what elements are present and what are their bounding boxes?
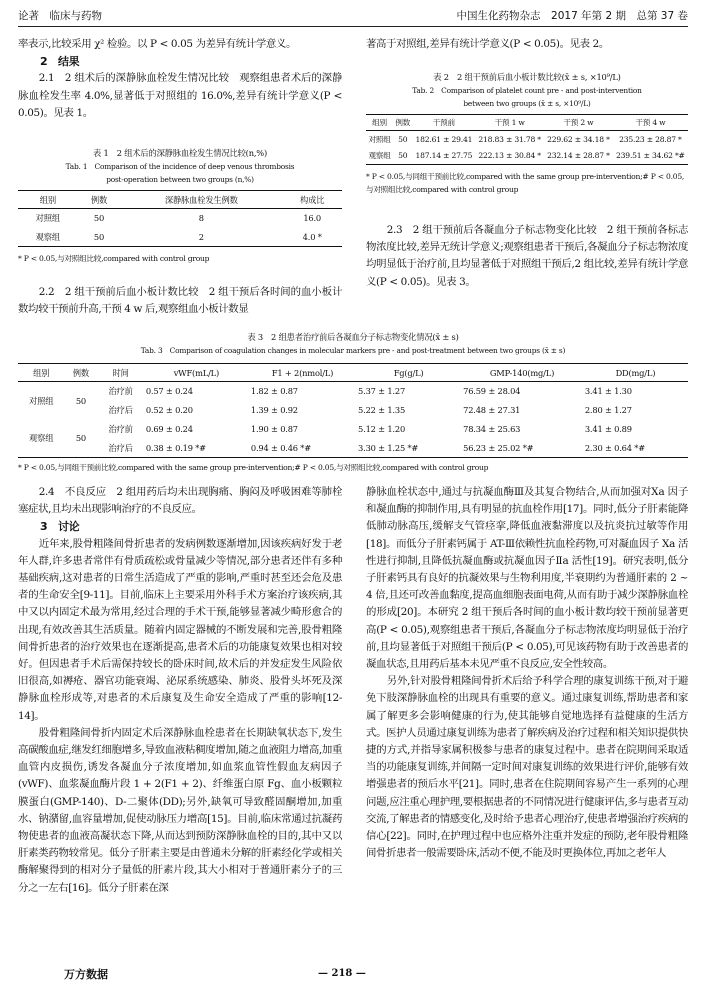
table-cell: 5.22 ± 1.35: [358, 405, 406, 415]
header-rule: [18, 26, 688, 27]
table-header-cell: 干预 1 w: [494, 118, 525, 127]
group-count-cell: 50: [75, 433, 86, 444]
right-column-top: [366, 36, 688, 53]
table1-note: * P < 0.05,与对照组比较,compared with control group: [18, 254, 210, 263]
paragraph: 另外,针对股骨粗隆间骨折术后给予科学合理的康复训练干预,对于避免下肢深静脉血栓的出现具有重要的意义。通过康复训练,帮助患者和家属了解更多会影响健康的行为,使其能够自觉地选择有益健康的生活方式。医护人员通过康复训练为患者了解疾病及治疗过程和相关知识提供快捷的方式,并指导家属积极参与患者的康复过程中。患者在院期间采取适当的功能康复训练,并间隔一定时间对康复训练的效果进行评价,能够有效增强患者的预后水平[21]。同时,患者在住院期间容易产生一系列的心理问题,应注重心理护理,要根据患者的不同情况进行健康评估,多与患者互动交流,了解患者的情感变化,及时给予患者心理治疗,使患者增强治疗疾病的信心[22]。同时,在护理过程中也应格外注重并发症的预防,老年股骨粗隆间骨折患者一般需要卧床,活动不便,不能及时更换体位,再加之老年人: [366, 675, 688, 860]
table-cell: 治疗后: [108, 405, 133, 415]
left-column-bottom: [18, 484, 342, 897]
table-cell: 观察组: [35, 231, 60, 242]
table-cell: 0.52 ± 0.20: [145, 405, 193, 415]
table-row: [366, 131, 688, 148]
table-row: [18, 209, 342, 228]
table-cell: 0.69 ± 0.24: [145, 424, 193, 434]
table-cell: 1.90 ± 0.87: [250, 424, 298, 434]
table-cell: 治疗前: [108, 386, 133, 397]
table-row: [18, 439, 688, 458]
table-3: [18, 330, 688, 475]
table-row: [18, 401, 688, 420]
table-cell: 235.23 ± 28.87 *: [619, 134, 682, 144]
table-cell: 222.13 ± 30.84 *: [478, 151, 541, 161]
table3-title-en: Tab. 3 Comparison of coagulation changes in molecular markers pre - and post-treatment between two groups (x̄ ± s): [140, 346, 566, 355]
table-cell: 229.62 ± 34.18 *: [547, 134, 610, 144]
paragraph: 3 讨论: [40, 520, 80, 534]
table2-grid: [366, 114, 688, 165]
table-header-cell: 干预前: [432, 118, 455, 127]
table-cell: 3.30 ± 1.25 *#: [358, 442, 419, 453]
table3-title-cn: 表 3 2 组患者治疗前后各凝血分子标志物变化情况(x̄ ± s): [247, 332, 459, 342]
table3-grid: [18, 363, 688, 458]
table-cell: 3.41 ± 1.30: [584, 386, 632, 397]
table3-note: * P < 0.05,与同组干预前比较,compared with the same group pre-intervention;# P < 0.05,与对照组比较,compared with control group: [18, 463, 489, 472]
paragraph: 2.1 2 组术后的深静脉血栓发生情况比较 观察组患者术后的深静脉血栓发生率 4.0%,显著低于对照组的 16.0%,差异有统计学意义(P < 0.05)。见表 1。: [18, 72, 342, 119]
group-name-cell: 观察组: [29, 433, 54, 444]
group-count-cell: 50: [75, 395, 86, 406]
wanfang-data-logo: 万方数据: [64, 968, 108, 981]
table-cell: 16.0: [303, 213, 321, 224]
table1-title-en-1: Tab. 1 Comparison of the incidence of deep venous thrombosis: [65, 162, 295, 171]
table-cell: 1.39 ± 0.92: [250, 405, 298, 415]
table-header-cell: 构成比: [300, 194, 325, 205]
table-cell: 50: [93, 213, 105, 224]
table1-title-en-2: post-operation between two groups (n,%): [106, 175, 254, 184]
table-cell: 0.57 ± 0.24: [145, 386, 193, 397]
table-cell: 0.38 ± 0.19 *#: [145, 442, 206, 453]
table-cell: 4.0 *: [302, 231, 322, 242]
table-cell: 2: [198, 231, 204, 242]
table2-title-cn: 表 2 2 组干预前后血小板计数比较(x̄ ± s, ×10⁹/L): [433, 72, 621, 82]
table-1: [18, 146, 342, 266]
paragraph: 2.3 2 组干预前后各凝血分子标志物变化比较 2 组干预前各标志物浓度比较,差异无统计学意义;观察组患者干预后,各凝血分子标志物浓度均明显低于治疗前,且均显著低于对照组干预后,2 组比较,差异有统计学意义(P < 0.05)。见表 3。: [366, 224, 688, 288]
paragraph: 率表示,比较采用 χ² 检验。以 P < 0.05 为差异有统计学意义。: [18, 38, 297, 50]
running-header-left: 论著 临床与药物: [18, 10, 102, 22]
table-header-cell: Fg(g/L): [393, 367, 424, 378]
table-2: [366, 70, 688, 196]
table-cell: 对照组: [35, 213, 60, 224]
table-header-cell: 组别: [33, 367, 50, 378]
table-cell: 3.41 ± 0.89: [584, 424, 632, 434]
table-cell: 2.80 ± 1.27: [584, 405, 632, 415]
right-column-bottom: [366, 484, 688, 862]
table-row: [366, 148, 688, 165]
table-cell: 72.48 ± 27.31: [463, 405, 521, 415]
table-header-cell: 深静脉血栓发生例数: [164, 194, 238, 205]
table-row: [18, 228, 342, 247]
table-header-cell: 例数: [72, 367, 89, 378]
table-header-cell: 干预 2 w: [563, 118, 594, 127]
page-number: — 218 —: [318, 968, 366, 979]
table-header-cell: DD(mg/L): [615, 367, 656, 378]
table-cell: 232.14 ± 28.87 *: [547, 151, 610, 161]
table-header-cell: GMP-140(mg/L): [489, 367, 555, 378]
table-header-cell: 例数: [90, 194, 108, 205]
table-cell: 50: [398, 134, 408, 144]
table-cell: 0.94 ± 0.46 *#: [250, 442, 312, 453]
table2-note: * P < 0.05,与同组干预前比较,compared with the same group pre-intervention;# P < 0.05,与对照组比较,compared with control group: [366, 172, 685, 194]
table-cell: 50: [398, 151, 408, 161]
table-cell: 观察组: [368, 151, 391, 161]
table-cell: 76.59 ± 28.04: [463, 386, 521, 397]
table-cell: 2.30 ± 0.64 *#: [584, 442, 645, 453]
paragraph: 近年来,股骨粗隆间骨折患者的发病例数逐渐增加,因该疾病好发于老年人群,许多患者常伴有骨质疏松或骨量减少等情况,部分患者还伴有多种基础疾病,这对患者的日常生活造成了严重的影响,严重时甚至还会危及患者的生命安全[9-11]。目前,临床上主要采用外科手术方案治疗该疾病,其中又以内固定术最为常用,经过合理的手术干预,能够显著减少畸形愈合的出现,有效改善其生活质量。随着内固定器械的不断发展和完善,股骨粗隆间骨折患者的治疗效果也在逐渐提高,患者术后的功能康复效果也相对较好。但因患者手术后需保持较长的卧床时间,故术后的并发症发生风险依旧很高,如褥疮、器官功能衰竭、泌尿系统感染、肺炎、股骨头坏死及深静脉血栓形成等,对患者的术后康复及生命安全造成了严重的影响[12-14]。: [18, 537, 342, 722]
table-cell: 治疗前: [108, 424, 133, 434]
table-cell: 8: [198, 213, 204, 224]
paragraph: 2.2 2 组干预前后血小板计数比较 2 组干预后各时间的血小板计数均较干预前升高,干预 4 w 后,观察组血小板计数显: [18, 286, 342, 316]
table-header-cell: 干预 4 w: [635, 118, 666, 127]
table-cell: 56.23 ± 25.02 *#: [463, 442, 534, 453]
group-name-cell: 对照组: [29, 395, 54, 406]
table-cell: 50: [93, 231, 105, 242]
table-header-cell: 例数: [395, 118, 411, 127]
table-cell: 5.12 ± 1.20: [358, 424, 406, 434]
table-cell: 对照组: [368, 134, 391, 144]
paragraph: 股骨粗隆间骨折内固定术后深静脉血栓患者在长期缺氧状态下,发生高碳酸血症,继发红细胞增多,导致血液粘稠度增加,随之血液阻力增高,加重血管内皮损伤,诱发各凝血分子浓度增加,如血浆血管性假血友病因子(vWF)、血浆凝血酶片段 1 + 2(F1 + 2)、纤维蛋白原 Fg、血小板颗粒膜蛋白(GMP-140)、D-二聚体(DD);另外,缺氧可导致醛固酮增加,加重水、钠潴留,血容量增加,促使动脉压力增高[15]。目前,临床常通过抗凝药物使患者的血液高凝状态下降,从而达到预防深静脉血栓的目的,其中又以肝素类药物较常见。低分子肝素主要是由普通未分解的肝素经化学或相关酶解聚得到的相对分子量低的肝素片段,其大小相对于普通肝素分子的三分之一左右[16]。低分子肝素在深: [18, 726, 342, 894]
left-column-top: [18, 36, 342, 122]
table-cell: 187.14 ± 27.75: [415, 151, 473, 161]
paragraph: 静脉血栓状态中,通过与抗凝血酶Ⅲ及其复合物结合,从而加强对Ⅹa 因子和凝血酶的抑制作用,具有明显的抗血栓作用[17]。同时,低分子肝素能降低肺动脉高压,缓解支气管痉挛,降低血液黏滞度以及抗炎抗过敏等作用[18]。而低分子肝素钙属于 AT-Ⅲ依赖性抗血栓药物,可对凝血因子 Xa 活性进行抑制,且降低抗凝血酶或抗凝血因子Ⅱa 活性[19]。研究表明,低分子肝素钙具有良好的抗凝效果与生物利用度,半衰期约为普通肝素的 2 ~ 4 倍,且还可改善血黏度,提高血细胞表面电荷,从而有助于减少深静脉血栓的形成[20]。本研究 2 组干预后各时间的血小板计数均较干预前显著更高(P < 0.05),观察组患者干预后,各凝血分子标志物浓度均明显低于治疗前,且均显著低于对照组干预后(P < 0.05),可见该药物有助于改善患者的凝血状态,且用药后基本未见严重不良反应,安全性较高。: [366, 486, 688, 671]
right-column-middle: [366, 222, 688, 291]
table-header-cell: F1 + 2(nmol/L): [271, 367, 334, 378]
left-column-middle: [18, 284, 342, 318]
paragraph: 2.4 不良反应 2 组用药后均未出现胸痛、胸闷及呼吸困难等肺栓塞症状,且均未出现影响治疗的不良反应。: [18, 486, 342, 516]
table-row: [18, 420, 688, 439]
table-cell: 1.82 ± 0.87: [250, 386, 298, 397]
table-header-cell: 组别: [372, 118, 387, 127]
running-header-right: 中国生化药物杂志 2017 年第 2 期 总第 37 卷: [456, 10, 688, 22]
table2-title-en-2: between two groups (x̄ ± s, ×10⁹/L): [463, 99, 591, 108]
table-header-cell: 时间: [112, 367, 129, 378]
table-row: [18, 382, 688, 401]
table-cell: 78.34 ± 25.63: [463, 424, 521, 434]
table-cell: 5.37 ± 1.27: [358, 386, 406, 397]
table-header-cell: vWF(mL/L): [173, 367, 220, 378]
table-cell: 218.83 ± 31.78 *: [478, 134, 541, 144]
table-cell: 182.61 ± 29.41: [415, 134, 473, 144]
table-cell: 239.51 ± 34.62 *#: [616, 151, 685, 161]
paragraph: 著高于对照组,差异有统计学意义(P < 0.05)。见表 2。: [366, 38, 609, 50]
table-cell: 治疗后: [108, 442, 133, 453]
table1-grid: [18, 190, 342, 247]
paragraph: 2 结果: [40, 55, 80, 69]
table1-title-cn: 表 1 2 组术后的深静脉血栓发生情况比较(n,%): [92, 148, 268, 158]
table-header-cell: 组别: [39, 194, 56, 205]
table2-title-en-1: Tab. 2 Comparison of platelet count pre - and post-intervention: [412, 86, 642, 95]
